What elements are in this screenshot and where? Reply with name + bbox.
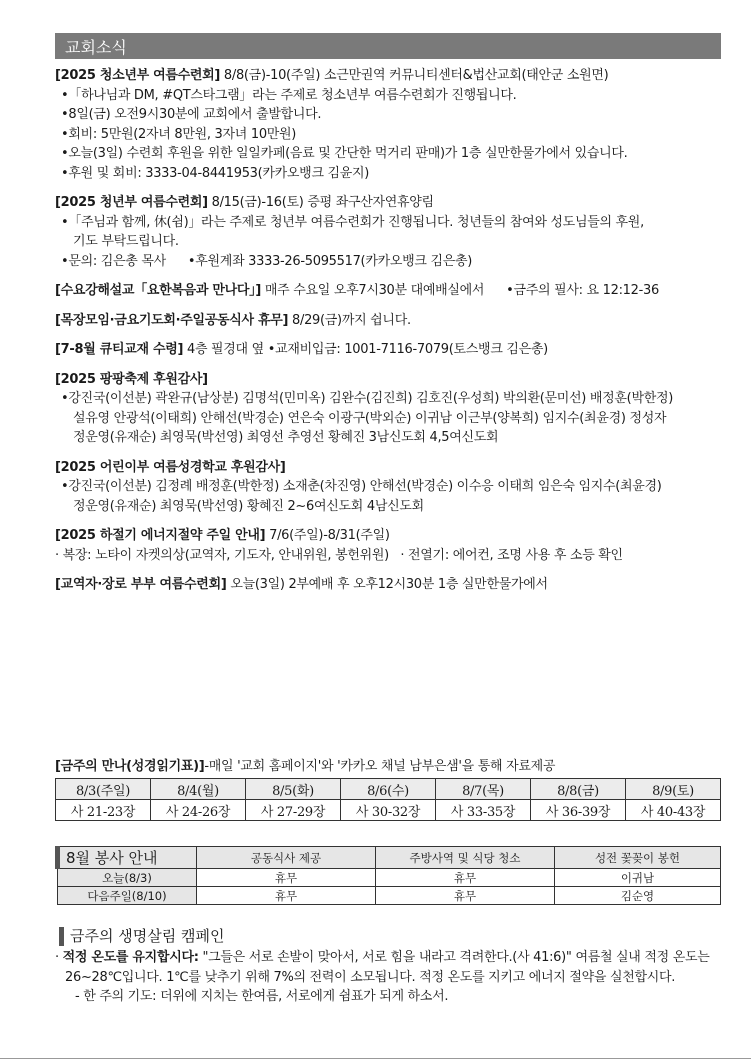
service-table [55,846,721,905]
news-detail: 매주 수요일 오후7시30분 대예배실에서 [264,283,485,298]
news-item: •강진국(이선분) 김정례 배정훈(박한정) 소재춘(차진영) 안해선(박경순) 이수응 이태희 임은숙 임지수(최윤경) [61,479,662,494]
reading-passage: 사 24-26장 [151,800,246,821]
news-elders-retreat [55,575,727,595]
news-item: •「주님과 함께, 休(쉼)」라는 주제로 청년부 여름수련회가 진행됩니다. 청년들의 참여와 성도님들의 후원, [61,214,644,230]
news-account: •후원계좌 3333-26-5095517(카카오뱅크 김은총) [187,253,472,269]
service-row-label: 오늘(8/3) [58,869,197,887]
reading-day: 8/4(월) [151,779,246,800]
news-title: [2025 팡팡축제 후원감사] [55,371,208,387]
reading-passage: 사 30-32장 [341,800,436,821]
news-vbs-thanks [55,458,727,517]
service-title: 8월 봉사 안내 [58,847,197,869]
campaign-prayer: - 한 주의 기도: 더위에 지치는 한여름, 서로에게 쉼표가 되게 하소서. [75,989,449,1004]
news-detail: 오늘(3일) 2부예배 후 오후12시30분 1층 실만한물가에서 [230,577,548,592]
news-title: [2025 청소년부 여름수련회] [55,68,221,83]
news-energy-saving [55,526,727,565]
news-detail: 8/15(금)-16(토) 증평 좌구산자연휴양림 [211,195,434,210]
service-cell: 휴무 [376,887,555,905]
reading-day: 8/8(금) [531,779,626,800]
news-item: 기도 부탁드립니다. [73,234,179,249]
news-title: [2025 하절기 에너지절약 주일 안내] [55,528,266,543]
reading-day: 8/6(수) [341,779,436,800]
news-item: •「하나님과 DM, #QT스타그램」라는 주제로 청소년부 여름수련회가 진행됩니다. [61,87,517,103]
news-meetings-break [55,311,727,331]
news-detail: 7/6(주일)-8/31(주일) [269,528,390,543]
reading-day: 8/3(주일) [56,779,151,800]
news-youth-retreat [55,66,727,183]
service-column: 주방사역 및 식당 청소 [376,847,555,869]
news-item: •회비: 5만원(2자녀 8만원, 3자녀 10만원) [61,126,297,142]
news-title: [7-8월 큐티교재 수령] [55,342,184,357]
reading-title: [금주의 만나(성경읽기표)] [55,759,205,774]
service-cell: 휴무 [197,887,376,905]
news-title: [2025 청년부 여름수련회] [55,195,208,210]
news-item: •오늘(3일) 수련회 후원을 위한 일일카페(음료 및 간단한 먹거리 판매)가 1층 실만한물가에서 있습니다. [61,146,628,161]
service-cell: 김순영 [555,887,721,905]
reading-table [55,778,721,821]
section-title: 교회소식 [65,38,127,57]
campaign-lead: 적정 온도를 유지합시다: [62,950,199,965]
news-item: 정운영(유재순) 최영묵(박선영) 최영선 추영선 황혜진 3남신도회 4,5여신도회 [73,430,499,445]
reading-passage: 사 21-23장 [56,800,151,821]
reading-subtitle: -매일 '교회 홈페이지'와 '카카오 채널 남부은샘'을 통해 자료제공 [204,759,556,774]
news-detail: 8/29(금)까지 쉽니다. [292,312,411,328]
news-wednesday-sermon [55,281,727,301]
news-title: [수요강해설교「요한복음과 만나다」] [55,283,262,298]
service-schedule [55,846,721,905]
news-item: •후원 및 회비: 3333-04-8441953(카카오뱅크 김윤지) [61,165,370,181]
reading-passage: 사 27-29장 [246,800,341,821]
service-row-label: 다음주일(8/10) [58,887,197,905]
news-title: [교역자·장로 부부 여름수련회] [55,577,227,592]
reading-passage: 사 36-39장 [531,800,626,821]
news-festival-thanks [55,370,727,448]
life-campaign: 금주의 생명살림 캠페인 · 적정 온도를 유지합시다: "그들은 서로 손발이 맞아서, 서로 힘을 내라고 격려한다.(사 41:6)" 여름철 실내 적정 온도는 26~28℃입니다. 1℃를 낮추기 위해 7%의 전력이 소모됩니다. 적정 온도를 지키고 에너지 절약을 실천합시다. - 한 주의 기도: 더위에 지치는 한여름, 서로에게 쉼표가 되게 하소서. [55,927,727,1007]
news-item: •강진국(이선분) 곽완규(남상분) 김명석(민미옥) 김완수(김진희) 김호진(우성희) 박의환(문미선) 배정훈(박한정) [61,391,674,406]
news-title: [2025 어린이부 여름성경학교 후원감사] [55,459,286,475]
news-detail: 4층 필경대 옆 [186,342,264,357]
section-header [55,33,721,59]
news-title: [목장모임·금요기도회·주일공동식사 휴무] [55,312,289,328]
service-cell: 이귀남 [555,869,721,887]
news-extra: •금주의 필사: 요 12:12-36 [506,283,659,298]
reading-day: 8/9(토) [626,779,721,800]
bottom-divider [0,1058,751,1059]
news-item: 설유영 안광석(이태희) 안해선(박경순) 연은숙 이광구(박외순) 이귀남 이근부(양복희) 임지수(최윤경) 정성자 [73,410,667,426]
reading-passage: 사 40-43장 [626,800,721,821]
news-qt-book [55,340,727,360]
campaign-title: 금주의 생명살림 캠페인 [59,927,727,946]
news-detail: 8/8(금)-10(주일) 소근만권역 커뮤니티센터&법산교회(태안군 소원면) [223,68,609,83]
news-item: 정운영(유재순) 최영묵(박선영) 황혜진 2~6여신도회 4남신도회 [73,498,424,514]
service-column: 공동식사 제공 [197,847,376,869]
news-young-adult-retreat [55,193,727,271]
service-cell: 휴무 [197,869,376,887]
news-extra: •교재비입금: 1001-7116-7079(토스뱅크 김은총) [267,342,548,357]
reading-day: 8/5(화) [246,779,341,800]
news-item: •8일(금) 오전9시30분에 교회에서 출발합니다. [61,107,322,122]
reading-passage: 사 33-35장 [436,800,531,821]
service-column: 성전 꽃꽂이 봉헌 [555,847,721,869]
news-item: · 복장: 노타이 자켓의상(교역자, 기도자, 안내위원, 봉헌위원) · 전열기: 에어컨, 조명 사용 후 소등 확인 [55,547,623,563]
news-content [55,66,727,605]
bible-reading-schedule [55,758,727,821]
campaign-body: "그들은 서로 손발이 맞아서, 서로 힘을 내라고 격려한다.(사 41:6)" 여름철 실내 적정 온도는 26~28℃입니다. 1℃를 낮추기 위해 7%의 전력이 소모됩니다. 적정 온도를 지키고 에너지 절약을 실천합시다. [65,950,710,985]
service-cell: 휴무 [376,869,555,887]
reading-day: 8/7(목) [436,779,531,800]
news-contact: •문의: 김은총 목사 [61,253,166,269]
